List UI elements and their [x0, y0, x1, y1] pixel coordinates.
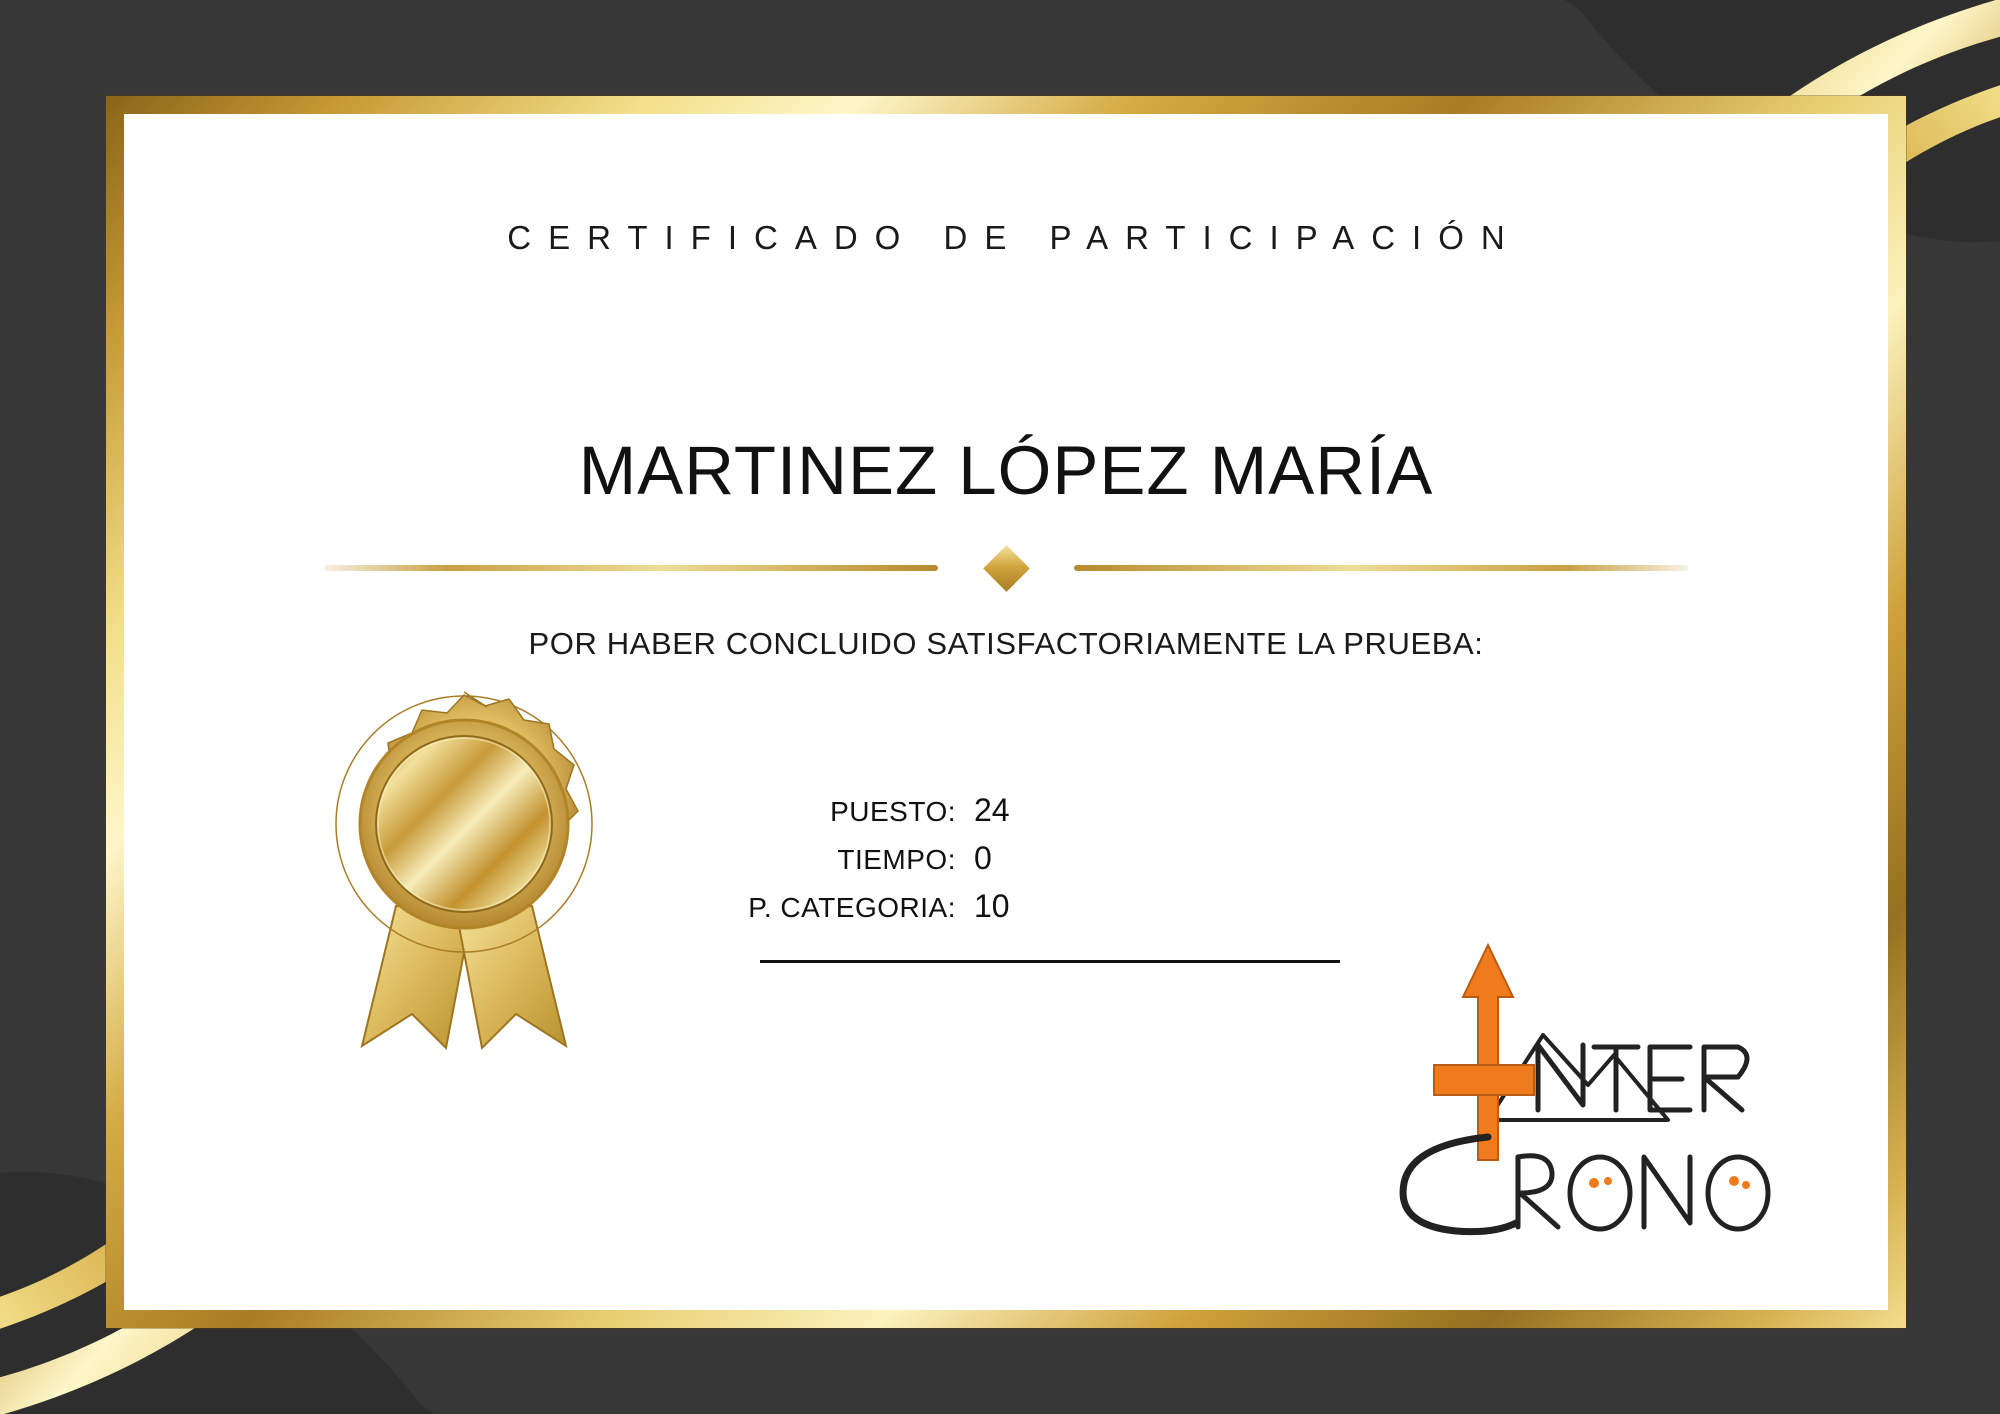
signature-line — [760, 960, 1340, 963]
result-label-categoria: P. CATEGORIA: — [748, 892, 956, 923]
recipient-name: MARTINEZ LÓPEZ MARÍA — [578, 432, 1434, 509]
divider-diamond-icon — [983, 545, 1030, 592]
result-value-puesto: 24 — [974, 792, 1010, 828]
result-label-puesto: PUESTO: — [830, 796, 956, 827]
result-value-tiempo: 0 — [974, 840, 992, 876]
results-block — [684, 792, 1324, 936]
gold-frame — [106, 96, 1906, 1328]
result-row — [684, 792, 1324, 829]
certificate-kicker: CERTIFICADO DE PARTICIPACIÓN — [507, 219, 1522, 256]
certificate-body — [124, 114, 1888, 1310]
divider-bar-right — [1074, 565, 1688, 571]
result-row — [684, 888, 1324, 925]
intercrono-logo — [1338, 905, 1818, 1255]
result-value-categoria: 10 — [974, 888, 1010, 924]
certificate-subtitle: POR HABER CONCLUIDO SATISFACTORIAMENTE LA PRUEBA: — [528, 626, 1484, 661]
result-row — [684, 840, 1324, 877]
award-rosette-icon — [304, 674, 624, 1074]
ornamental-divider — [324, 546, 1688, 590]
divider-bar-left — [324, 565, 938, 571]
result-label-tiempo: TIEMPO: — [837, 844, 956, 875]
